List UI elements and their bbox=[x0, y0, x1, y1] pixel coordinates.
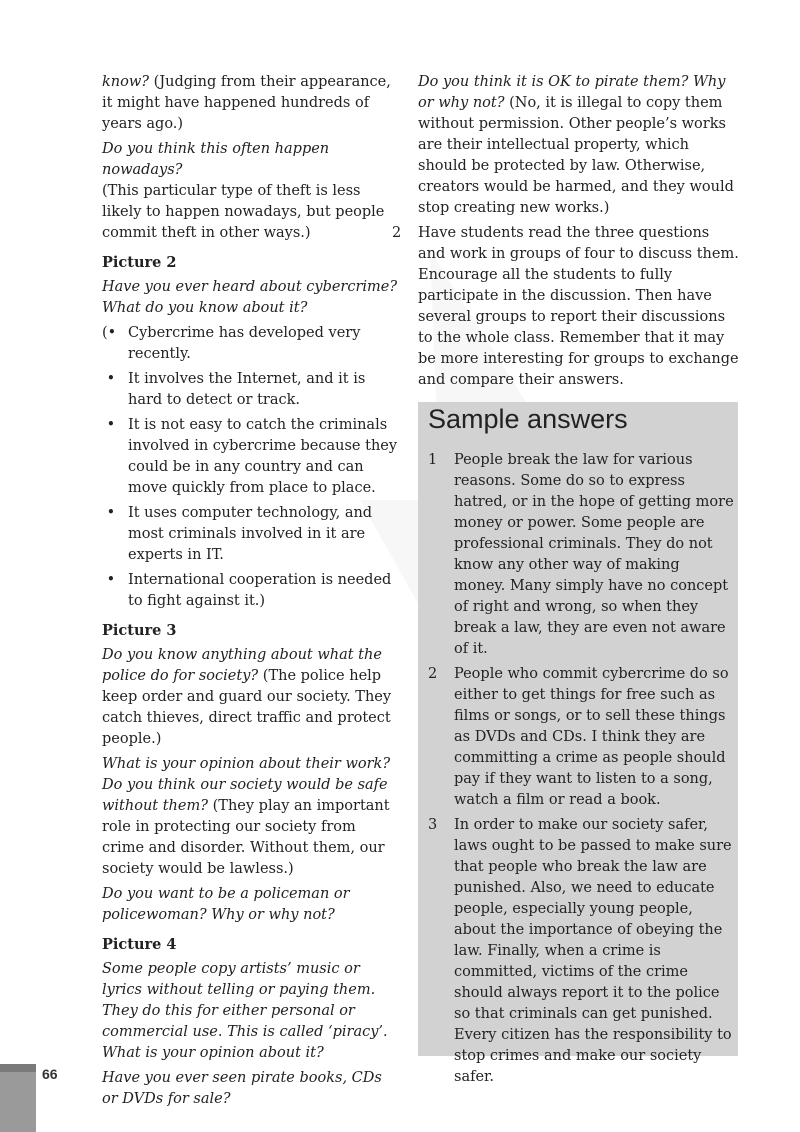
sample-answer-item bbox=[428, 664, 734, 811]
sample-answer-item bbox=[428, 450, 734, 660]
list-item: • It is not easy to catch the criminals involved in cybercrime because they could be in any country and can move quickly from place to place. bbox=[102, 417, 398, 496]
picture-3-question-1: Do you know anything about what the police do for society? bbox=[102, 647, 382, 684]
picture-3-answer-2: (They play an important role in protecting our society from crime and disorder. Without them, our society would be lawless.) bbox=[102, 798, 390, 877]
list-item: • It uses computer technology, and most criminals involved in it are experts in IT. bbox=[102, 505, 373, 563]
picture-3-paragraph-1 bbox=[102, 645, 402, 750]
page-edge-tab bbox=[0, 1064, 36, 1132]
bullet-marker: • bbox=[102, 572, 116, 588]
intro-question-1: know? bbox=[102, 74, 150, 90]
sample-answer-text: People break the law for various reasons. Some do so to express hatred, or in the hope of getting more money or power. Some people are professional criminals. They do not know any other way of making money. Many simply have no concept of right and wrong, so when they break a law, they are even not aware of it. bbox=[454, 452, 734, 657]
intro-paragraph-2 bbox=[102, 139, 402, 244]
instruction-number: 2 bbox=[392, 225, 402, 241]
picture-3-question-2: What is your opinion about their work? Do you think our society would be safe without them? bbox=[102, 756, 391, 814]
instruction-text: Have students read the three questions and work in groups of four to discuss them. Encourage all the students to fully participate in the discussion. Then have several groups to report their discussions to the whole class. Remember that it may be more interesting for groups to exchange and compare their answers. bbox=[418, 225, 739, 388]
intro-question-2: Do you think this often happen nowadays? bbox=[102, 141, 330, 178]
bullet-marker: • bbox=[102, 417, 116, 433]
sample-answers-title: Sample answers bbox=[428, 404, 628, 434]
bullet-marker: • bbox=[102, 371, 116, 387]
list-item: • International cooperation is needed to fight against it.) bbox=[102, 572, 392, 609]
right-paragraph-1 bbox=[418, 72, 740, 219]
sample-answer-number: 2 bbox=[428, 666, 438, 682]
sample-answer-text: In order to make our society safer, laws ought to be passed to make sure that people who break the law are punished. Also, we need to educate people, especially young people, about the importance of obeying the law. Finally, when a crime is committed, victims of the crime should always report it to the police so that criminals can get punished. Every citizen has the responsibility to stop crimes and make our society safer. bbox=[454, 817, 732, 1085]
picture-4-question-2: Have you ever seen pirate books, CDs or DVDs for sale? bbox=[102, 1070, 382, 1107]
piracy-answer: (No, it is illegal to copy them without permission. Other people’s works are their intellectual property, which should be protected by law. Otherwise, creators would be harmed, and they would stop creating new works.) bbox=[418, 95, 734, 216]
intro-answer-1: (Judging from their appearance, it might have happened hundreds of years ago.) bbox=[102, 74, 391, 132]
picture-3-paragraph-2 bbox=[102, 754, 402, 880]
list-item: • It involves the Internet, and it is hard to detect or track. bbox=[102, 371, 366, 408]
intro-answer-2: (This particular type of theft is less likely to happen nowadays, but people commit theft in other ways.) bbox=[102, 183, 385, 241]
picture-2-heading: Picture 2 bbox=[102, 254, 177, 271]
picture-2-bullet-list bbox=[102, 323, 402, 612]
picture-3-question-3: Do you want to be a policeman or policewoman? Why or why not? bbox=[102, 886, 350, 923]
sample-answer-item bbox=[428, 815, 734, 1088]
list-item: (• Cybercrime has developed very recently. bbox=[102, 325, 361, 362]
instruction-item-2 bbox=[392, 223, 740, 391]
bullet-marker: (• bbox=[102, 325, 117, 341]
picture-3-heading: Picture 3 bbox=[102, 622, 177, 639]
intro-paragraph-1 bbox=[102, 72, 402, 135]
bullet-marker: • bbox=[102, 505, 116, 521]
picture-4-text: Some people copy artists’ music or lyrics without telling or paying them. They do this for either personal or commercial use. This is called ‘piracy’. What is your opinion about it? bbox=[102, 961, 388, 1061]
piracy-question: Do you think it is OK to pirate them? Why or why not? bbox=[418, 74, 726, 111]
picture-2-question: Have you ever heard about cybercrime? What do you know about it? bbox=[102, 279, 398, 316]
right-column bbox=[392, 72, 740, 395]
sample-answer-number: 3 bbox=[428, 817, 438, 833]
sample-answer-text: People who commit cybercrime do so either to get things for free such as films or songs, or to sell these things as DVDs and CDs. I think they are committing a crime as people should pay if they want to listen to a song, watch a film or read a book. bbox=[454, 666, 729, 808]
page-edge-tab-top bbox=[0, 1064, 36, 1072]
sample-answers-list bbox=[428, 450, 734, 1092]
picture-4-heading: Picture 4 bbox=[102, 936, 177, 953]
left-column bbox=[102, 72, 402, 1114]
sample-answer-number: 1 bbox=[428, 452, 438, 468]
page-number: 66 bbox=[42, 1066, 58, 1082]
picture-3-answer-1: (The police help keep order and guard our society. They catch thieves, direct traffic and protect people.) bbox=[102, 668, 392, 747]
